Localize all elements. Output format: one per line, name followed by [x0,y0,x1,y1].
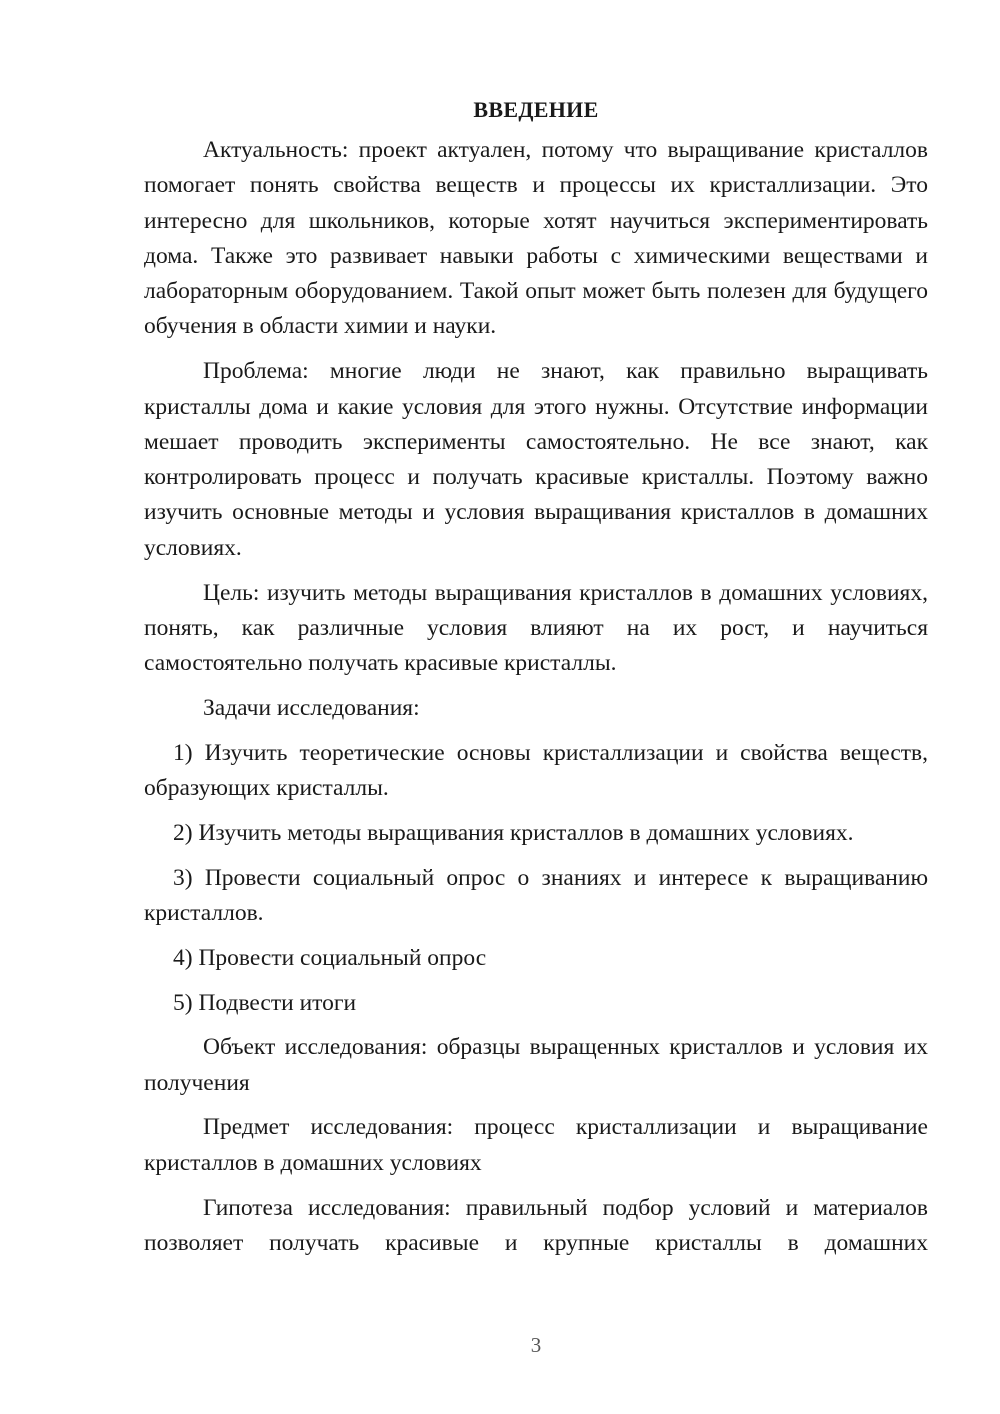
paragraph-object: Объект исследования: образцы выращенных кристаллов и условия их получения [144,1034,928,1096]
paragraph-goal: Цель: изучить методы выращивания кристаллов в домашних условиях, понять, как различные условия влияют на их рост, и научиться самостоятельно получать красивые кристаллы. [144,579,928,677]
tasks-heading: Задачи исследования: [203,694,420,721]
document-page [144,92,928,1271]
paragraph-problem: Проблема: многие люди не знают, как правильно выращивать кристаллы дома и какие условия для этого нужны. Отсутствие информации мешает проводить эксперименты самостоятельно. Не все знают, как контролировать процесс и получать красивые кристаллы. Поэтому важно изучить основные методы и условия выращивания кристаллов в домашних условиях. [144,358,928,561]
paragraph-relevance: Актуальность: проект актуален, потому что выращивание кристаллов помогает понять свойства веществ и процессы их кристаллизации. Это интересно для школьников, которые хотят научиться экспериментировать дома. Также это развивает навыки работы с химическими веществами и лабораторным оборудованием. Такой опыт может быть полезен для будущего обучения в области химии и науки. [144,137,928,340]
paragraph-subject: Предмет исследования: процесс кристаллизации и выращивание кристаллов в домашних условиях [144,1114,928,1176]
page-number: 3 [530,1333,542,1357]
task-item-5: 5) Подвести итоги [173,989,357,1016]
task-item-4: 4) Провести социальный опрос [173,944,487,971]
paragraph-hypothesis: Гипотеза исследования: правильный подбор условий и материалов позволяет получать красивые и крупные кристаллы в домашних [144,1194,928,1256]
task-item-2: 2) Изучить методы выращивания кристаллов в домашних условиях. [173,819,854,846]
section-title: ВВЕДЕНИЕ [473,97,599,122]
task-item-3: 3) Провести социальный опрос о знаниях и интересе к выращиванию кристаллов. [144,864,928,926]
task-item-1: 1) Изучить теоретические основы кристаллизации и свойства веществ, образующих кристаллы. [144,739,928,802]
